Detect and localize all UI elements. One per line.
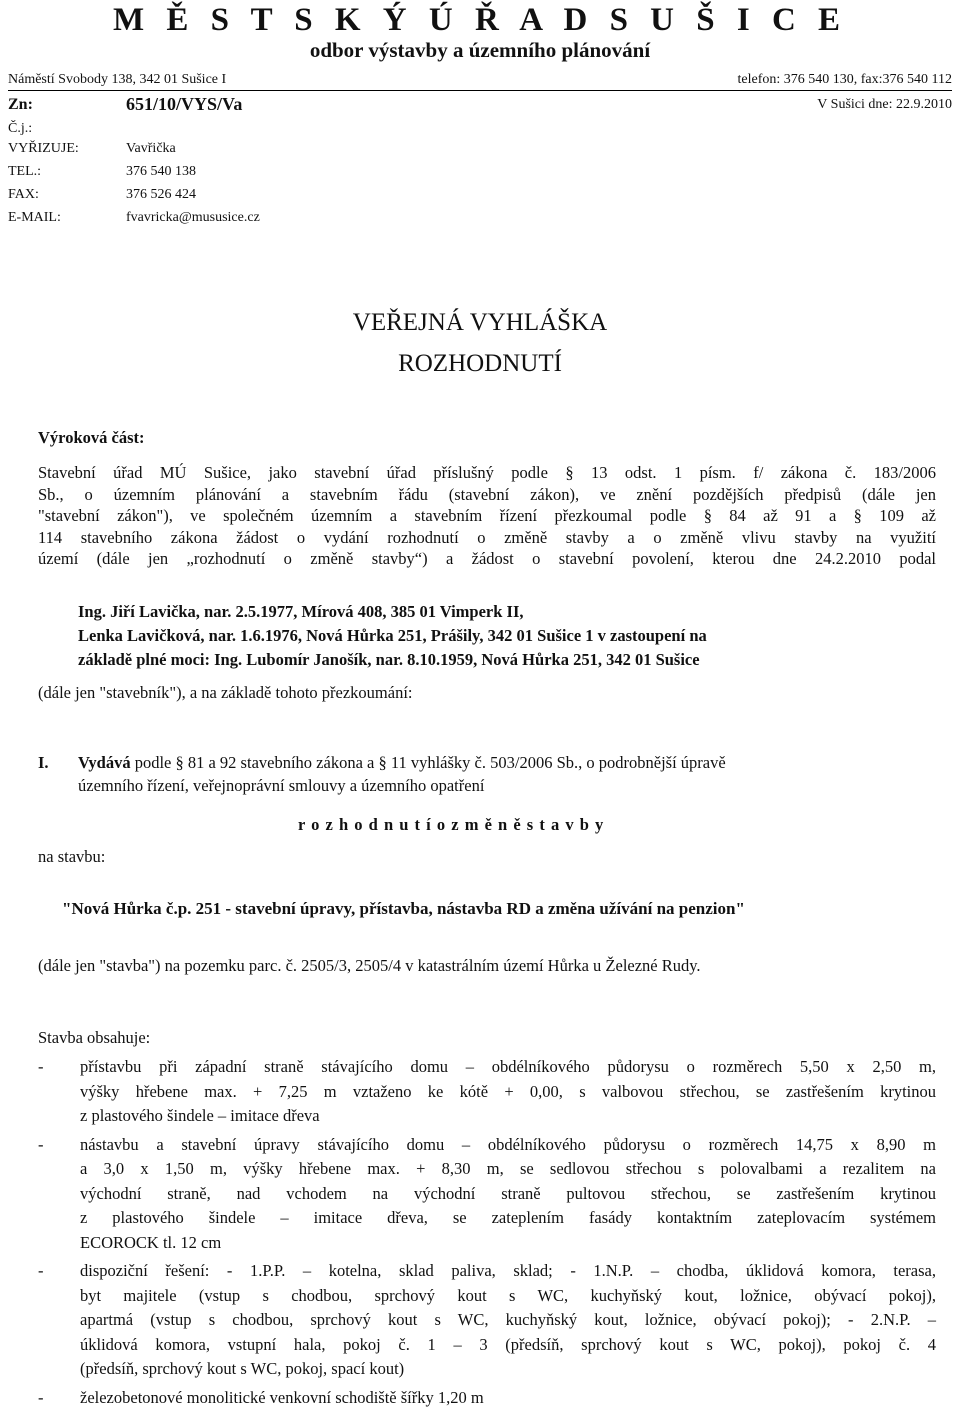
vyrizuje-label: VYŘIZUJE:	[8, 141, 79, 156]
list-dash: -	[38, 1261, 44, 1280]
intro-line: Sb., o územním plánování a stavebním řádu (stavební zákon), ve znění pozdějších předpisů (dále jen	[38, 484, 936, 504]
list-dash: -	[38, 1057, 44, 1076]
issues-word: Vydává	[78, 753, 131, 772]
item-line: z plastového šindele – imitace dřeva, se zateplením fasády kontaktním zateplovacím systémem	[80, 1208, 936, 1227]
office-title: M Ě S T S K Ý Ú Ř A D S U Š I C E	[112, 2, 848, 38]
public-notice-heading: VEŘEJNÁ VYHLÁŠKA	[352, 309, 608, 336]
decision-title: r o z h o d n u t í o z m ě n ě s t a v b y	[298, 815, 605, 834]
decision-heading: ROZHODNUTÍ	[398, 350, 562, 377]
office-address: Náměstí Svobody 138, 342 01 Sušice I	[8, 72, 227, 87]
email-label: E-MAIL:	[8, 210, 61, 225]
item-line: apartmá (vstup s chodbou, sprchový kout s WC, kuchyňský kout, ložnice, obývací pokoj); - 2.N.P. –	[80, 1310, 936, 1329]
project-name: "Nová Hůrka č.p. 251 - stavební úpravy, přístavba, nástavba RD a změna užívání na penzion"	[62, 899, 745, 918]
zn-label: Zn:	[8, 96, 33, 113]
applicant-line: základě plné moci: Ing. Lubomír Janošík, nar. 8.10.1959, Nová Hůrka 251, 342 01 Sušice	[78, 650, 700, 669]
intro-line: 114 stavebního zákona žádost o vydání rozhodnutí o změně stavby a o změně vlivu stavby na využití	[38, 527, 936, 547]
zn-value: 651/10/VYS/Va	[126, 94, 243, 114]
item-line: z plastového šindele – imitace dřeva	[80, 1106, 320, 1125]
parcel-info: (dále jen "stavba") na pozemku parc. č. 2505/3, 2505/4 v katastrálním území Hůrka u Železné Rudy.	[38, 956, 701, 975]
fax-label: FAX:	[8, 187, 39, 202]
document-date: V Sušici dne: 22.9.2010	[817, 97, 952, 112]
intro-line: "stavební zákon"), ve společném územním a stavebním řízení přezkoumal podle § 84 až 91 a § 109 až	[38, 506, 936, 526]
item-line: dispoziční řešení: - 1.P.P. – kotelna, sklad paliva, sklad; - 1.N.P. – chodba, úklidová komora, terasa,	[80, 1261, 936, 1280]
list-item	[38, 1055, 936, 1129]
intro-paragraph	[38, 462, 936, 570]
item-line: byt majitele (vstup s chodbou, sprchový kout s WC, kuchyňský kout, ložnice, obývací pokoj),	[80, 1285, 936, 1305]
contents-label: Stavba obsahuje:	[38, 1028, 151, 1047]
applicant-suffix: (dále jen "stavebník"), a na základě tohoto přezkoumání:	[38, 683, 413, 702]
na-stavbu-label: na stavbu:	[38, 847, 106, 866]
list-item	[38, 1133, 936, 1256]
contents-list	[38, 1055, 936, 1410]
item-line: východní straně, nad vchodem na východní straně pultovou střechou, se zastřešením krytinou	[80, 1183, 936, 1203]
item-line: a 3,0 x 1,50 m, výšky hřebene max. + 8,30 m, se sedlovou střechou s polovalbami a rezalitem na	[80, 1159, 936, 1178]
applicant-line: Lenka Lavičková, nar. 1.6.1976, Nová Hůrka 251, Prášily, 342 01 Sušice 1 v zastoupení na	[78, 626, 707, 645]
applicant-block	[78, 600, 896, 672]
section1-line1	[78, 753, 726, 773]
applicant-line: Ing. Jiří Lavička, nar. 2.5.1977, Mírová 408, 385 01 Vimperk II,	[78, 602, 524, 621]
item-line: železobetonové monolitické venkovní schodiště šířky 1,20 m	[80, 1387, 484, 1407]
header-divider	[8, 90, 952, 91]
cj-label: Č.j.:	[8, 121, 33, 136]
tel-value: 376 540 138	[126, 164, 196, 179]
item-line: úklidová komora, vstupní hala, pokoj č. 1 – 3 (předsíň, sprchový kout s WC, pokoj), pokoj č. 4	[80, 1334, 936, 1354]
item-line: ECOROCK tl. 12 cm	[80, 1232, 222, 1252]
intro-line: Stavební úřad MÚ Sušice, jako stavební úřad příslušný podle § 13 odst. 1 písm. f/ zákona č. 183/2006	[38, 463, 936, 482]
list-dash: -	[38, 1134, 44, 1154]
section1-line2: územního řízení, veřejnoprávní smlouvy a územního opatření	[78, 776, 485, 795]
section1-line1-rest: podle § 81 a 92 stavebního zákona a § 11 vyhlášky č. 503/2006 Sb., o podrobnější úpravě	[130, 753, 726, 772]
item-line: nástavbu a stavební úpravy stávajícího domu – obdélníkového půdorysu o rozměrech 14,75 x 8,90 m	[80, 1134, 936, 1154]
item-line: přístavbu při západní straně stávajícího domu – obdélníkového půdorysu o rozměrech 5,50 x 2,50 m,	[80, 1057, 936, 1076]
list-dash: -	[38, 1387, 44, 1407]
item-line: (předsíň, sprchový kout s WC, pokoj, spací kout)	[80, 1359, 405, 1378]
list-item	[38, 1386, 936, 1411]
item-line: výšky hřebene max. + 7,25 m vztaženo ke kótě + 0,00, s valbovou střechou, se zastřešením krytinou	[80, 1081, 936, 1101]
fax-value: 376 526 424	[126, 187, 196, 202]
office-phone-fax: telefon: 376 540 130, fax:376 540 112	[737, 72, 952, 87]
section-label: Výroková část:	[38, 428, 145, 447]
section-numeral: I.	[38, 753, 49, 772]
vyrizuje-value: Vavřička	[126, 141, 176, 156]
intro-line: území (dále jen „rozhodnutí o změně stavby“) a žádost o stavební povolení, kterou dne 24.2.2010 podal	[38, 549, 936, 569]
list-item	[38, 1259, 936, 1382]
department-subtitle: odbor výstavby a územního plánování	[309, 38, 651, 62]
tel-label: TEL.:	[8, 164, 42, 179]
email-value[interactable]: fvavricka@mususice.cz	[126, 210, 260, 225]
